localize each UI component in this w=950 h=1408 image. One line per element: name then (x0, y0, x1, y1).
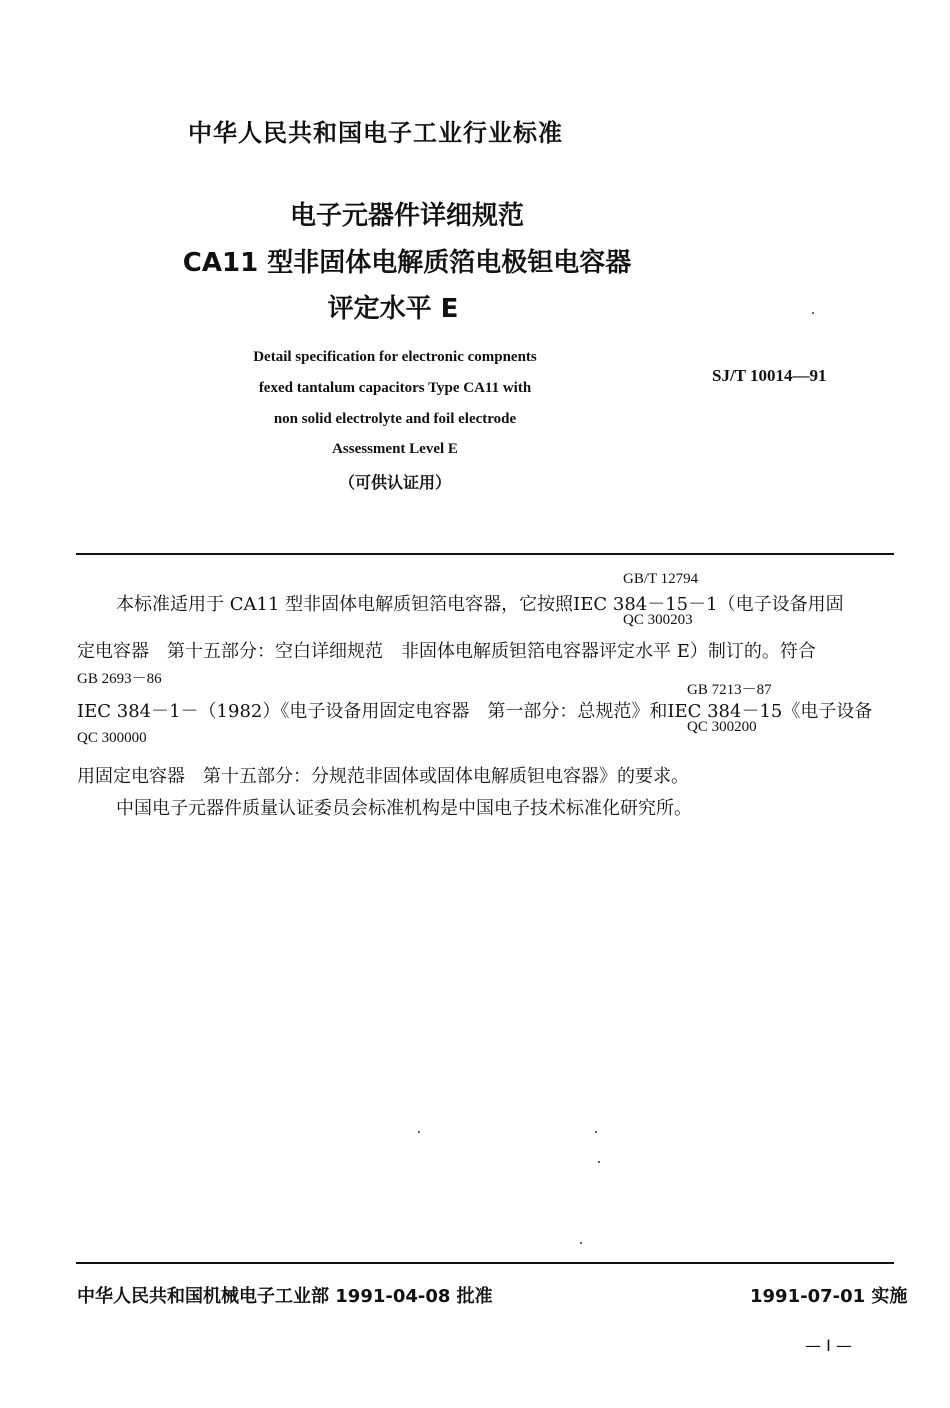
approval-text: 中华人民共和国机械电子工业部 1991-04-08 批准 (77, 1286, 493, 1307)
body-paragraph-2: 中国电子元器件质量认证委员会标准机构是中国电子技术标准化研究所。 (116, 798, 692, 819)
ref-qc-300000: QC 300000 (77, 730, 147, 746)
scan-speck (580, 1242, 582, 1244)
standard-code: SJ/T 10014—91 (712, 366, 827, 385)
scan-speck (598, 1161, 600, 1163)
ref-qc-300200: QC 300200 (687, 719, 757, 735)
title-line-3: 评定水平 E (327, 294, 459, 324)
scan-speck (812, 312, 814, 314)
ref-gb-2693: GB 2693－86 (77, 671, 162, 687)
implementation-date: 1991-07-01 实施 (750, 1286, 908, 1307)
ref-qc-300203: QC 300203 (623, 612, 693, 628)
ref-gb-7213: GB 7213－87 (687, 682, 772, 698)
bottom-divider (76, 1262, 894, 1264)
standard-header: 中华人民共和国电子工业行业标准 (188, 119, 563, 147)
scan-speck (595, 1131, 597, 1133)
english-title-line-2: fexed tantalum capacitors Type CA11 with (258, 380, 532, 396)
ref-gbt-12794: GB/T 12794 (623, 571, 699, 587)
body-line-1: 本标准适用于 CA11 型非固体电解质钽箔电容器，它按照IEC 384－15－1（电子设备用固 (116, 594, 844, 615)
certification-note: （可供认证用） (338, 473, 451, 492)
body-line-4: 用固定电容器 第十五部分：分规范非固体或固体电解质钽电容器》的要求。 (77, 766, 689, 787)
title-line-2: CA11 型非固体电解质箔电极钽电容器 (182, 248, 632, 278)
body-line-2: 定电容器 第十五部分：空白详细规范 非固体电解质钽箔电容器评定水平 E）制订的。符合 (77, 641, 816, 662)
top-divider (76, 553, 894, 555)
title-line-1: 电子元器件详细规范 (289, 201, 524, 231)
english-title-line-1: Detail specification for electronic compnents (253, 349, 537, 365)
english-title-line-3: non solid electrolyte and foil electrode (273, 411, 517, 427)
english-title-line-4: Assessment Level E (332, 441, 458, 457)
scan-speck (418, 1131, 420, 1133)
page-number: — I — (805, 1336, 852, 1355)
body-line-3: IEC 384－1－（1982）《电子设备用固定电容器 第一部分：总规范》和IEC 384－15《电子设备 (77, 701, 873, 722)
